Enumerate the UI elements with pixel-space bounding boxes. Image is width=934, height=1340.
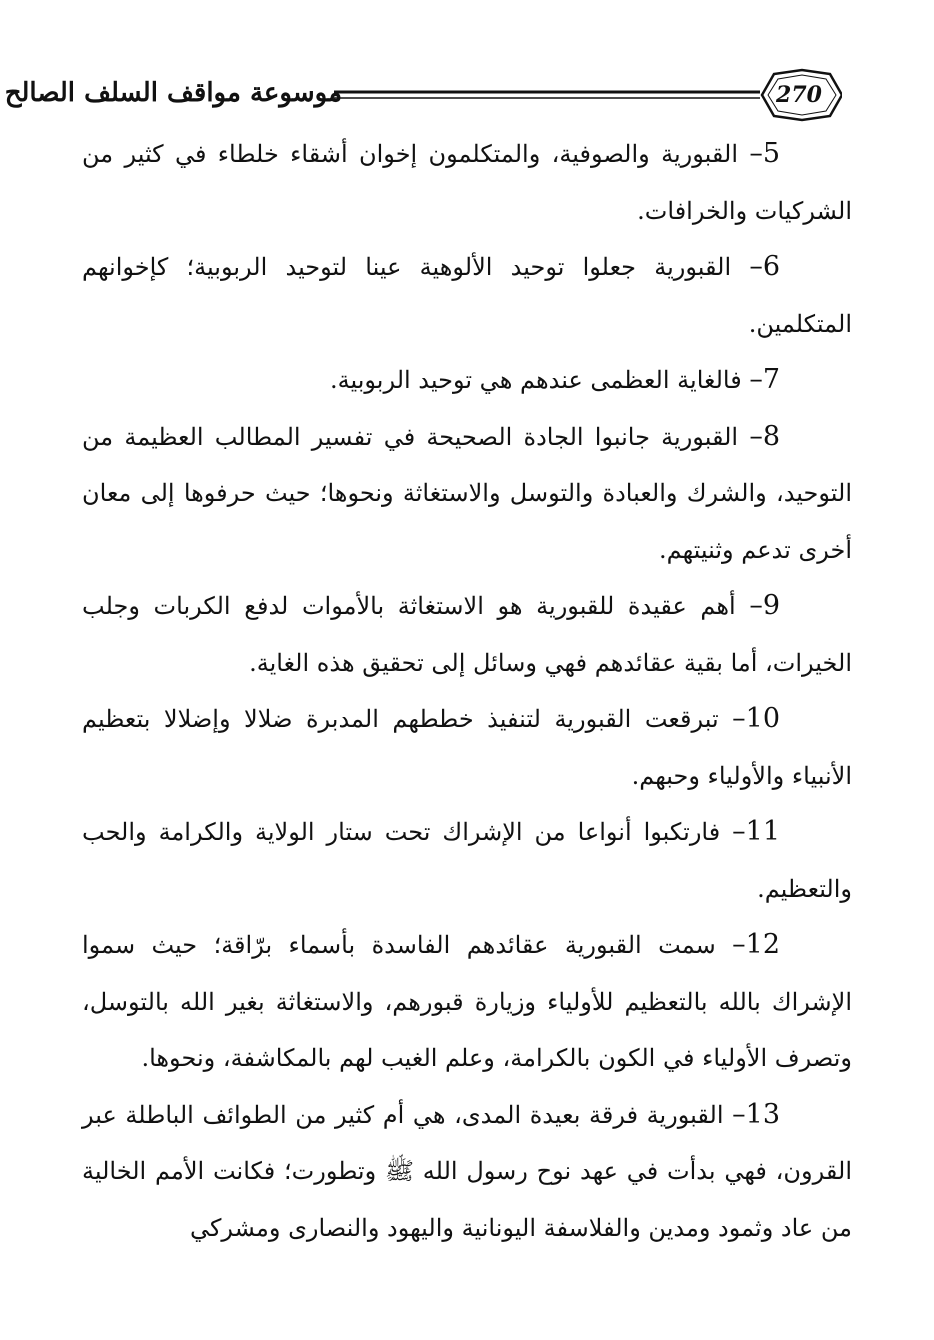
item-text: القبورية فرقة بعيدة المدى، هي أم كثير من الطوائف الباطلة عبر القرون، فهي بدأت في عهد نوح رسول الله ﷺ وتطورت؛ فكانت الأمم الخالية من عاد وثمود ومدين والفلاسفة اليونانية واليهود والنصارى ومشركي — [82, 1100, 852, 1242]
list-item-8 — [82, 409, 852, 579]
item-number: 10– — [732, 703, 780, 734]
item-number: 13– — [732, 1098, 780, 1130]
item-text: القبورية جانبوا الجادة الصحيحة في تفسير المطالب العظيمة من التوحيد، والشرك والعبادة والتوسل والاستغاثة ونحوها؛ حيث حرفوها إلى معان أخرى تدعم وثنيتهم. — [82, 422, 852, 564]
item-text: القبورية جعلوا توحيد الألوهية عينا لتوحيد الربوبية؛ كإخوانهم المتكلمين. — [82, 253, 852, 338]
item-text: تبرقعت القبورية لتنفيذ خططهم المدبرة ضلالا وإضلالا بتعظيم الأنبياء والأولياء وحبهم. — [82, 705, 852, 790]
item-number: 11– — [732, 816, 781, 847]
list-item-13 — [82, 1087, 852, 1257]
body-text — [82, 126, 852, 1256]
item-text: سمت القبورية عقائدهم الفاسدة بأسماء برّاقة؛ حيث سموا الإشراك بالله بالتعظيم للأولياء وزيارة قبورهم، والاستغاثة بغير الله بالتوسل، وتصرف الأولياء في الكون بالكرامة، وعلم الغيب لهم بالمكاشفة، ونحوها. — [82, 931, 852, 1072]
page-number: 270 — [776, 82, 822, 108]
item-text: القبورية والصوفية، والمتكلمون إخوان أشقاء خلطاء في كثير من الشركيات والخرافات. — [82, 140, 852, 225]
item-number: 7– — [749, 364, 780, 395]
list-item-11 — [82, 804, 852, 917]
item-number: 5– — [749, 138, 780, 169]
item-text: أهم عقيدة للقبورية هو الاستغاثة بالأموات لدفع الكربات وجلب الخيرات، أما بقية عقائدهم فهي وسائل إلى تحقيق هذه الغاية. — [82, 592, 852, 677]
list-item-9 — [82, 578, 852, 691]
list-item-12 — [82, 917, 852, 1087]
item-number: 8– — [749, 420, 780, 452]
page-header — [4, 64, 842, 126]
list-item-10 — [82, 691, 852, 804]
item-number: 9– — [749, 590, 780, 621]
item-text: فالغاية العظمى عندهم هي توحيد الربوبية. — [329, 366, 750, 394]
list-item-5 — [82, 126, 852, 239]
item-text: فارتكبوا أنواعا من الإشراك تحت ستار الولاية والكرامة والحب والتعظيم. — [82, 818, 852, 903]
item-number: 12– — [732, 929, 780, 960]
list-item-7 — [82, 352, 852, 409]
book-title: موسوعة مواقف السلف الصالح — [4, 78, 342, 108]
list-item-6 — [82, 239, 852, 352]
item-number: 6– — [749, 251, 780, 282]
